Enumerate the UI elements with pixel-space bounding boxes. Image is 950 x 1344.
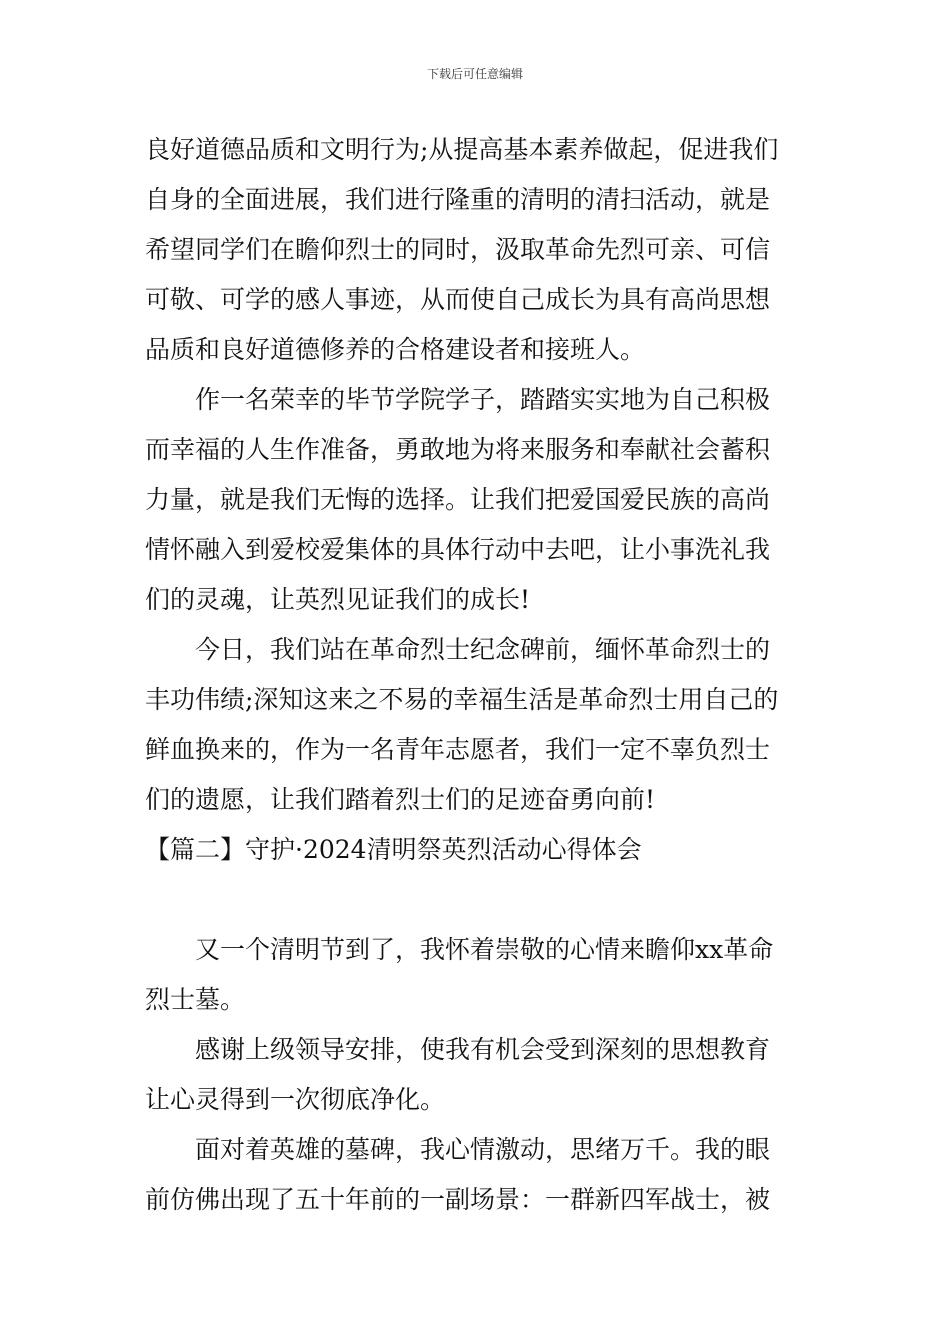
text-line: 面对着英雄的墓碑，我心情激动，思绪万千。我的眼 [195, 1135, 771, 1164]
text-line: 自身的全面进展，我们进行隆重的清明的清扫活动，就是 [145, 185, 771, 214]
paragraph-2 [145, 375, 810, 625]
paragraph-4 [145, 925, 810, 1025]
text-line: 烈士墓。 [145, 985, 246, 1014]
text-line: 鲜血换来的，作为一名青年志愿者，我们一定不辜负烈士 [145, 735, 771, 764]
text-line: 情怀融入到爱校爱集体的具体行动中去吧，让小事洗礼我 [145, 535, 771, 564]
paragraph-6 [145, 1125, 810, 1225]
section-heading: 【篇二】守护·2024清明祭英烈活动心得体会 [145, 835, 642, 864]
text-line: 前仿佛出现了五十年前的一副场景：一群新四军战士，被 [145, 1185, 771, 1214]
text-line: 希望同学们在瞻仰烈士的同时，汲取革命先烈可亲、可信 [145, 235, 771, 264]
text-line: 力量，就是我们无悔的选择。让我们把爱国爱民族的高尚 [145, 485, 771, 514]
text-line: 今日，我们站在革命烈士纪念碑前，缅怀革命烈士的 [195, 635, 771, 664]
text-line: 又一个清明节到了，我怀着崇敬的心情来瞻仰xx革命 [195, 935, 774, 964]
text-line: 让心灵得到一次彻底净化。 [145, 1085, 446, 1114]
text-line: 们的灵魂，让英烈见证我们的成长! [145, 585, 531, 614]
blank-line [145, 875, 810, 925]
text-line: 们的遗愿，让我们踏着烈士们的足迹奋勇向前! [145, 785, 656, 814]
paragraph-1 [145, 125, 810, 375]
text-line: 而幸福的人生作准备，勇敢地为将来服务和奉献社会蓄积 [145, 435, 771, 464]
text-line: 可敬、可学的感人事迹，从而使自己成长为具有高尚思想 [145, 285, 771, 314]
page-header-note: 下载后可任意编辑 [426, 67, 523, 81]
text-line: 感谢上级领导安排，使我有机会受到深刻的思想教育 [195, 1035, 771, 1064]
text-line: 品质和良好道德修养的合格建设者和接班人。 [145, 335, 646, 364]
paragraph-3 [145, 625, 810, 825]
document-body [145, 125, 810, 1225]
text-line: 良好道德品质和文明行为;从提高基本素养做起，促进我们 [145, 135, 779, 164]
text-line: 作一名荣幸的毕节学院学子，踏踏实实地为自己积极 [195, 385, 771, 414]
paragraph-5 [145, 1025, 810, 1125]
text-line: 丰功伟绩;深知这来之不易的幸福生活是革命烈士用自己的 [145, 685, 779, 714]
